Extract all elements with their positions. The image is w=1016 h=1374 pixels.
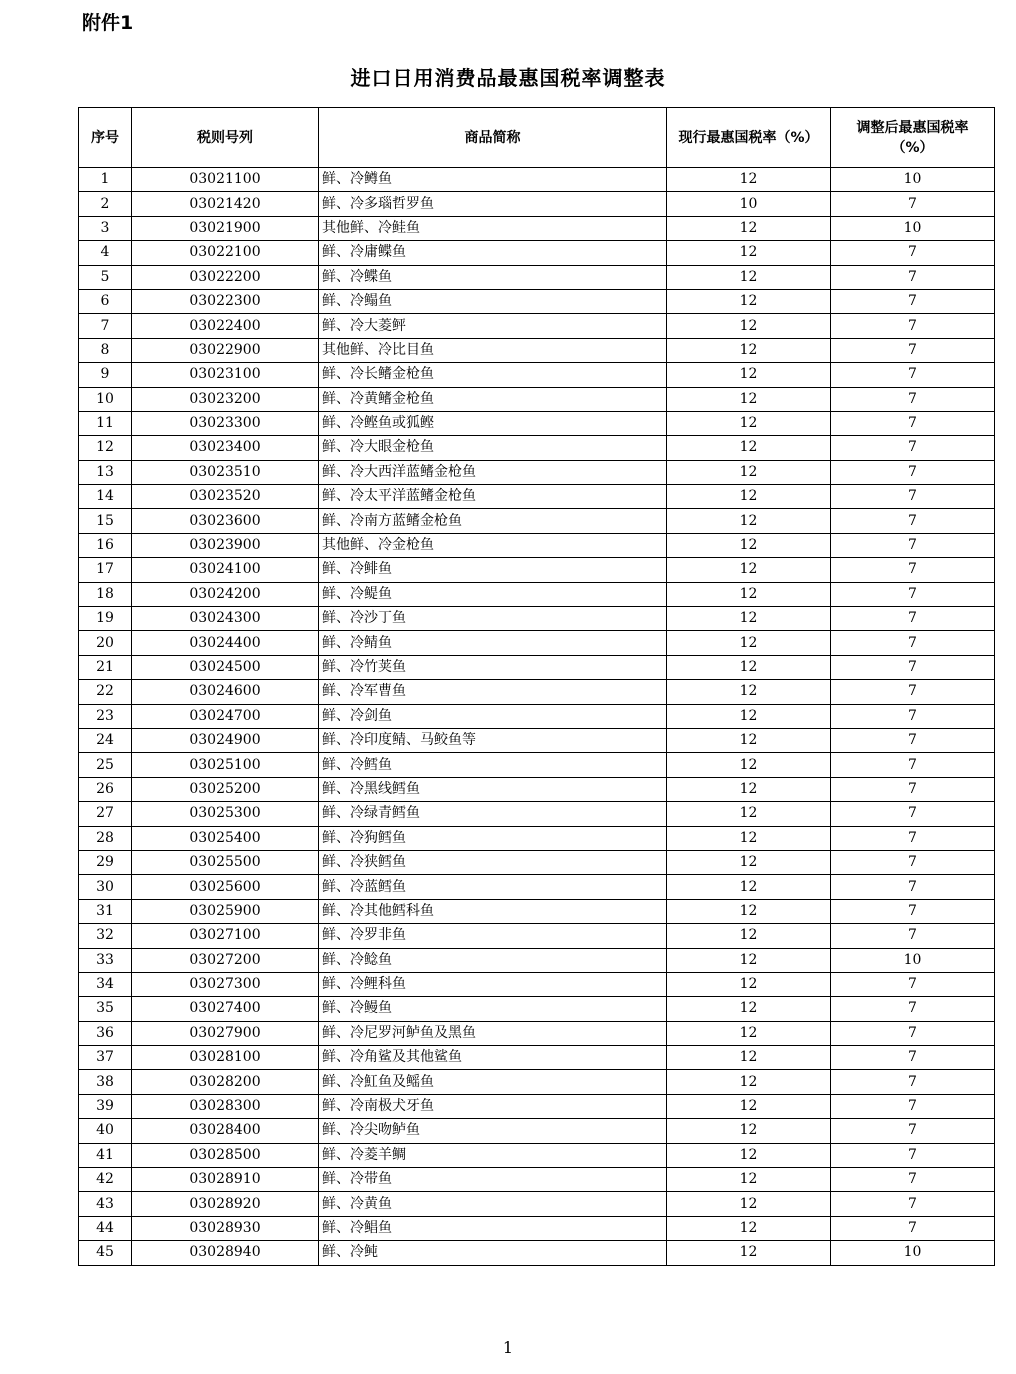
table-row — [79, 704, 995, 728]
serial-number-cell: 30 — [79, 875, 132, 899]
table-row — [79, 533, 995, 557]
table-row — [79, 168, 995, 192]
table-row — [79, 558, 995, 582]
adjusted-rate-cell: 7 — [831, 631, 995, 655]
product-name-cell: 鲜、冷鲣鱼或狐鲣 — [319, 411, 667, 435]
current-rate-cell: 12 — [667, 265, 831, 289]
table-row — [79, 1070, 995, 1094]
tariff-code-cell: 03028200 — [132, 1070, 319, 1094]
tariff-code-cell: 03021900 — [132, 216, 319, 240]
tariff-code-cell: 03023300 — [132, 411, 319, 435]
adjusted-rate-cell: 7 — [831, 558, 995, 582]
current-rate-cell: 12 — [667, 168, 831, 192]
table-row — [79, 1046, 995, 1070]
adjusted-rate-cell: 10 — [831, 948, 995, 972]
adjusted-rate-cell: 7 — [831, 485, 995, 509]
product-name-cell: 鲜、冷鳕鱼 — [319, 753, 667, 777]
tariff-code-cell: 03024100 — [132, 558, 319, 582]
current-rate-cell: 12 — [667, 533, 831, 557]
serial-number-cell: 44 — [79, 1216, 132, 1240]
adjusted-rate-cell: 7 — [831, 704, 995, 728]
table-row — [79, 777, 995, 801]
tariff-code-cell: 03025900 — [132, 899, 319, 923]
adjusted-rate-cell: 7 — [831, 1021, 995, 1045]
serial-number-cell: 20 — [79, 631, 132, 655]
current-rate-cell: 12 — [667, 216, 831, 240]
product-name-cell: 鲜、冷鳎鱼 — [319, 289, 667, 313]
current-rate-cell: 12 — [667, 509, 831, 533]
adjusted-rate-cell: 7 — [831, 875, 995, 899]
serial-number-cell: 5 — [79, 265, 132, 289]
adjusted-rate-cell: 7 — [831, 1094, 995, 1118]
tariff-code-cell: 03023900 — [132, 533, 319, 557]
product-name-cell: 鲜、冷鲳鱼 — [319, 1216, 667, 1240]
serial-number-cell: 2 — [79, 192, 132, 216]
table-row — [79, 314, 995, 338]
current-rate-cell: 12 — [667, 997, 831, 1021]
current-rate-cell: 12 — [667, 631, 831, 655]
table-row — [79, 338, 995, 362]
adjusted-rate-cell: 7 — [831, 1143, 995, 1167]
tariff-code-cell: 03025300 — [132, 802, 319, 826]
header-serial-number: 序号 — [79, 108, 132, 168]
adjusted-rate-cell: 7 — [831, 582, 995, 606]
current-rate-cell: 12 — [667, 436, 831, 460]
adjusted-rate-cell: 7 — [831, 314, 995, 338]
product-name-cell: 鲜、冷绿青鳕鱼 — [319, 802, 667, 826]
table-row — [79, 436, 995, 460]
tariff-code-cell: 03024600 — [132, 680, 319, 704]
product-name-cell: 鲜、冷黑线鳕鱼 — [319, 777, 667, 801]
table-body — [79, 168, 995, 1266]
table-row — [79, 485, 995, 509]
serial-number-cell: 18 — [79, 582, 132, 606]
product-name-cell: 鲜、冷鳀鱼 — [319, 582, 667, 606]
product-name-cell: 鲜、冷狭鳕鱼 — [319, 850, 667, 874]
tariff-code-cell: 03021100 — [132, 168, 319, 192]
adjusted-rate-cell: 7 — [831, 338, 995, 362]
product-name-cell: 鲜、冷尖吻鲈鱼 — [319, 1119, 667, 1143]
product-name-cell: 鲜、冷鲱鱼 — [319, 558, 667, 582]
serial-number-cell: 22 — [79, 680, 132, 704]
serial-number-cell: 27 — [79, 802, 132, 826]
tariff-code-cell: 03027400 — [132, 997, 319, 1021]
adjusted-rate-cell: 7 — [831, 411, 995, 435]
serial-number-cell: 9 — [79, 363, 132, 387]
tariff-code-cell: 03027100 — [132, 924, 319, 948]
attachment-label: 附件1 — [82, 12, 134, 34]
tariff-code-cell: 03021420 — [132, 192, 319, 216]
serial-number-cell: 3 — [79, 216, 132, 240]
tariff-code-cell: 03025600 — [132, 875, 319, 899]
table-row — [79, 192, 995, 216]
current-rate-cell: 12 — [667, 777, 831, 801]
current-rate-cell: 12 — [667, 728, 831, 752]
table-row — [79, 655, 995, 679]
tariff-code-cell: 03028400 — [132, 1119, 319, 1143]
product-name-cell: 鲜、冷鲀 — [319, 1241, 667, 1265]
tariff-code-cell: 03023200 — [132, 387, 319, 411]
table-row — [79, 802, 995, 826]
serial-number-cell: 34 — [79, 972, 132, 996]
product-name-cell: 鲜、冷蓝鳕鱼 — [319, 875, 667, 899]
product-name-cell: 鲜、冷多瑙哲罗鱼 — [319, 192, 667, 216]
tariff-code-cell: 03024400 — [132, 631, 319, 655]
current-rate-cell: 12 — [667, 1094, 831, 1118]
serial-number-cell: 7 — [79, 314, 132, 338]
product-name-cell: 其他鲜、冷金枪鱼 — [319, 533, 667, 557]
serial-number-cell: 33 — [79, 948, 132, 972]
current-rate-cell: 12 — [667, 582, 831, 606]
serial-number-cell: 10 — [79, 387, 132, 411]
adjusted-rate-cell: 7 — [831, 509, 995, 533]
product-name-cell: 鲜、冷带鱼 — [319, 1168, 667, 1192]
product-name-cell: 鲜、冷其他鳕科鱼 — [319, 899, 667, 923]
current-rate-cell: 12 — [667, 1168, 831, 1192]
serial-number-cell: 24 — [79, 728, 132, 752]
adjusted-rate-cell: 7 — [831, 1046, 995, 1070]
document-title: 进口日用消费品最惠国税率调整表 — [350, 66, 666, 90]
product-name-cell: 鲜、冷鲭鱼 — [319, 631, 667, 655]
serial-number-cell: 23 — [79, 704, 132, 728]
product-name-cell: 鲜、冷长鳍金枪鱼 — [319, 363, 667, 387]
product-name-cell: 鲜、冷鲽鱼 — [319, 265, 667, 289]
tariff-rate-table — [78, 107, 995, 1266]
current-rate-cell: 12 — [667, 1216, 831, 1240]
adjusted-rate-cell: 7 — [831, 850, 995, 874]
product-name-cell: 鲜、冷沙丁鱼 — [319, 607, 667, 631]
adjusted-rate-cell: 7 — [831, 1070, 995, 1094]
current-rate-cell: 12 — [667, 704, 831, 728]
table-row — [79, 924, 995, 948]
table-row — [79, 241, 995, 265]
current-rate-cell: 10 — [667, 192, 831, 216]
table-row — [79, 680, 995, 704]
table-row — [79, 460, 995, 484]
adjusted-rate-cell: 7 — [831, 1119, 995, 1143]
current-rate-cell: 12 — [667, 972, 831, 996]
table-row — [79, 728, 995, 752]
serial-number-cell: 8 — [79, 338, 132, 362]
product-name-cell: 鲜、冷太平洋蓝鳍金枪鱼 — [319, 485, 667, 509]
tariff-code-cell: 03022900 — [132, 338, 319, 362]
table-row — [79, 607, 995, 631]
adjusted-rate-cell: 7 — [831, 826, 995, 850]
tariff-code-cell: 03024500 — [132, 655, 319, 679]
adjusted-rate-cell: 7 — [831, 436, 995, 460]
table-row — [79, 875, 995, 899]
table-row — [79, 387, 995, 411]
table-row — [79, 972, 995, 996]
current-rate-cell: 12 — [667, 899, 831, 923]
table-row — [79, 1216, 995, 1240]
product-name-cell: 鲜、冷印度鲭、马鲛鱼等 — [319, 728, 667, 752]
adjusted-rate-cell: 7 — [831, 802, 995, 826]
header-adjusted-rate: 调整后最惠国税率（%） — [831, 108, 995, 168]
tariff-code-cell: 03028100 — [132, 1046, 319, 1070]
tariff-code-cell: 03024900 — [132, 728, 319, 752]
product-name-cell: 鲜、冷大菱鲆 — [319, 314, 667, 338]
table-row — [79, 850, 995, 874]
tariff-code-cell: 03028930 — [132, 1216, 319, 1240]
table-row — [79, 1241, 995, 1265]
product-name-cell: 鲜、冷军曹鱼 — [319, 680, 667, 704]
product-name-cell: 鲜、冷剑鱼 — [319, 704, 667, 728]
serial-number-cell: 26 — [79, 777, 132, 801]
adjusted-rate-cell: 7 — [831, 1192, 995, 1216]
adjusted-rate-cell: 7 — [831, 899, 995, 923]
product-name-cell: 鲜、冷鲶鱼 — [319, 948, 667, 972]
adjusted-rate-cell: 7 — [831, 924, 995, 948]
current-rate-cell: 12 — [667, 924, 831, 948]
serial-number-cell: 6 — [79, 289, 132, 313]
product-name-cell: 鲜、冷菱羊鲷 — [319, 1143, 667, 1167]
current-rate-cell: 12 — [667, 826, 831, 850]
adjusted-rate-cell: 7 — [831, 387, 995, 411]
table-row — [79, 899, 995, 923]
tariff-code-cell: 03025500 — [132, 850, 319, 874]
serial-number-cell: 37 — [79, 1046, 132, 1070]
current-rate-cell: 12 — [667, 241, 831, 265]
serial-number-cell: 31 — [79, 899, 132, 923]
current-rate-cell: 12 — [667, 338, 831, 362]
serial-number-cell: 42 — [79, 1168, 132, 1192]
tariff-code-cell: 03027900 — [132, 1021, 319, 1045]
table-row — [79, 826, 995, 850]
product-name-cell: 鲜、冷黄鳍金枪鱼 — [319, 387, 667, 411]
tariff-code-cell: 03023600 — [132, 509, 319, 533]
product-name-cell: 鲜、冷南极犬牙鱼 — [319, 1094, 667, 1118]
table-row — [79, 411, 995, 435]
adjusted-rate-cell: 7 — [831, 607, 995, 631]
serial-number-cell: 35 — [79, 997, 132, 1021]
current-rate-cell: 12 — [667, 850, 831, 874]
adjusted-rate-cell: 7 — [831, 753, 995, 777]
current-rate-cell: 12 — [667, 802, 831, 826]
adjusted-rate-cell: 7 — [831, 1216, 995, 1240]
serial-number-cell: 21 — [79, 655, 132, 679]
serial-number-cell: 11 — [79, 411, 132, 435]
adjusted-rate-cell: 7 — [831, 972, 995, 996]
adjusted-rate-cell: 7 — [831, 241, 995, 265]
serial-number-cell: 36 — [79, 1021, 132, 1045]
tariff-code-cell: 03022100 — [132, 241, 319, 265]
table-row — [79, 1168, 995, 1192]
serial-number-cell: 38 — [79, 1070, 132, 1094]
product-name-cell: 鲜、冷角鲨及其他鲨鱼 — [319, 1046, 667, 1070]
adjusted-rate-cell: 7 — [831, 680, 995, 704]
product-name-cell: 鲜、冷南方蓝鳍金枪鱼 — [319, 509, 667, 533]
tariff-code-cell: 03025200 — [132, 777, 319, 801]
adjusted-rate-cell: 7 — [831, 192, 995, 216]
current-rate-cell: 12 — [667, 485, 831, 509]
current-rate-cell: 12 — [667, 753, 831, 777]
tariff-code-cell: 03023100 — [132, 363, 319, 387]
current-rate-cell: 12 — [667, 1046, 831, 1070]
serial-number-cell: 16 — [79, 533, 132, 557]
adjusted-rate-cell: 7 — [831, 289, 995, 313]
table-row — [79, 582, 995, 606]
current-rate-cell: 12 — [667, 289, 831, 313]
serial-number-cell: 43 — [79, 1192, 132, 1216]
product-name-cell: 鲜、冷鳗鱼 — [319, 997, 667, 1021]
table-row — [79, 216, 995, 240]
product-name-cell: 其他鲜、冷鲑鱼 — [319, 216, 667, 240]
tariff-code-cell: 03022400 — [132, 314, 319, 338]
adjusted-rate-cell: 7 — [831, 533, 995, 557]
current-rate-cell: 12 — [667, 460, 831, 484]
current-rate-cell: 12 — [667, 948, 831, 972]
table-row — [79, 948, 995, 972]
product-name-cell: 鲜、冷竹荚鱼 — [319, 655, 667, 679]
serial-number-cell: 15 — [79, 509, 132, 533]
table-row — [79, 753, 995, 777]
current-rate-cell: 12 — [667, 1070, 831, 1094]
adjusted-rate-cell: 7 — [831, 777, 995, 801]
tariff-code-cell: 03028910 — [132, 1168, 319, 1192]
serial-number-cell: 40 — [79, 1119, 132, 1143]
header-current-rate: 现行最惠国税率（%） — [667, 108, 831, 168]
table-row — [79, 1192, 995, 1216]
header-tariff-code: 税则号列 — [132, 108, 319, 168]
serial-number-cell: 28 — [79, 826, 132, 850]
product-name-cell: 鲜、冷狗鳕鱼 — [319, 826, 667, 850]
serial-number-cell: 29 — [79, 850, 132, 874]
table-header-row — [79, 108, 995, 168]
tariff-code-cell: 03023400 — [132, 436, 319, 460]
tariff-code-cell: 03025400 — [132, 826, 319, 850]
serial-number-cell: 25 — [79, 753, 132, 777]
current-rate-cell: 12 — [667, 875, 831, 899]
serial-number-cell: 12 — [79, 436, 132, 460]
current-rate-cell: 12 — [667, 655, 831, 679]
serial-number-cell: 17 — [79, 558, 132, 582]
tariff-code-cell: 03028300 — [132, 1094, 319, 1118]
product-name-cell: 鲜、冷庸鲽鱼 — [319, 241, 667, 265]
product-name-cell: 鲜、冷鳟鱼 — [319, 168, 667, 192]
adjusted-rate-cell: 10 — [831, 1241, 995, 1265]
current-rate-cell: 12 — [667, 314, 831, 338]
current-rate-cell: 12 — [667, 411, 831, 435]
serial-number-cell: 1 — [79, 168, 132, 192]
table-row — [79, 631, 995, 655]
product-name-cell: 其他鲜、冷比目鱼 — [319, 338, 667, 362]
current-rate-cell: 12 — [667, 1021, 831, 1045]
tariff-code-cell: 03028920 — [132, 1192, 319, 1216]
table-row — [79, 1021, 995, 1045]
product-name-cell: 鲜、冷大西洋蓝鳍金枪鱼 — [319, 460, 667, 484]
serial-number-cell: 39 — [79, 1094, 132, 1118]
current-rate-cell: 12 — [667, 607, 831, 631]
product-name-cell: 鲜、冷大眼金枪鱼 — [319, 436, 667, 460]
tariff-code-cell: 03027200 — [132, 948, 319, 972]
table-row — [79, 1119, 995, 1143]
current-rate-cell: 12 — [667, 387, 831, 411]
current-rate-cell: 12 — [667, 558, 831, 582]
tariff-code-cell: 03024300 — [132, 607, 319, 631]
adjusted-rate-cell: 7 — [831, 1168, 995, 1192]
page-number: 1 — [502, 1338, 514, 1357]
table-row — [79, 1094, 995, 1118]
adjusted-rate-cell: 7 — [831, 728, 995, 752]
serial-number-cell: 19 — [79, 607, 132, 631]
header-product-name: 商品简称 — [319, 108, 667, 168]
tariff-code-cell: 03028500 — [132, 1143, 319, 1167]
tariff-code-cell: 03022200 — [132, 265, 319, 289]
adjusted-rate-cell: 7 — [831, 655, 995, 679]
table-row — [79, 289, 995, 313]
tariff-code-cell: 03022300 — [132, 289, 319, 313]
adjusted-rate-cell: 10 — [831, 168, 995, 192]
product-name-cell: 鲜、冷魟鱼及鳐鱼 — [319, 1070, 667, 1094]
current-rate-cell: 12 — [667, 1119, 831, 1143]
table-row — [79, 509, 995, 533]
current-rate-cell: 12 — [667, 1192, 831, 1216]
current-rate-cell: 12 — [667, 363, 831, 387]
adjusted-rate-cell: 7 — [831, 460, 995, 484]
adjusted-rate-cell: 7 — [831, 265, 995, 289]
serial-number-cell: 41 — [79, 1143, 132, 1167]
adjusted-rate-cell: 10 — [831, 216, 995, 240]
table-row — [79, 363, 995, 387]
current-rate-cell: 12 — [667, 680, 831, 704]
product-name-cell: 鲜、冷黄鱼 — [319, 1192, 667, 1216]
tariff-code-cell: 03025100 — [132, 753, 319, 777]
current-rate-cell: 12 — [667, 1241, 831, 1265]
tariff-code-cell: 03024700 — [132, 704, 319, 728]
serial-number-cell: 45 — [79, 1241, 132, 1265]
product-name-cell: 鲜、冷尼罗河鲈鱼及黑鱼 — [319, 1021, 667, 1045]
serial-number-cell: 4 — [79, 241, 132, 265]
product-name-cell: 鲜、冷鲤科鱼 — [319, 972, 667, 996]
serial-number-cell: 14 — [79, 485, 132, 509]
product-name-cell: 鲜、冷罗非鱼 — [319, 924, 667, 948]
current-rate-cell: 12 — [667, 1143, 831, 1167]
table-row — [79, 997, 995, 1021]
adjusted-rate-cell: 7 — [831, 997, 995, 1021]
adjusted-rate-cell: 7 — [831, 363, 995, 387]
table-row — [79, 265, 995, 289]
serial-number-cell: 13 — [79, 460, 132, 484]
serial-number-cell: 32 — [79, 924, 132, 948]
tariff-code-cell: 03023510 — [132, 460, 319, 484]
tariff-code-cell: 03027300 — [132, 972, 319, 996]
tariff-code-cell: 03023520 — [132, 485, 319, 509]
table-row — [79, 1143, 995, 1167]
tariff-code-cell: 03028940 — [132, 1241, 319, 1265]
tariff-code-cell: 03024200 — [132, 582, 319, 606]
